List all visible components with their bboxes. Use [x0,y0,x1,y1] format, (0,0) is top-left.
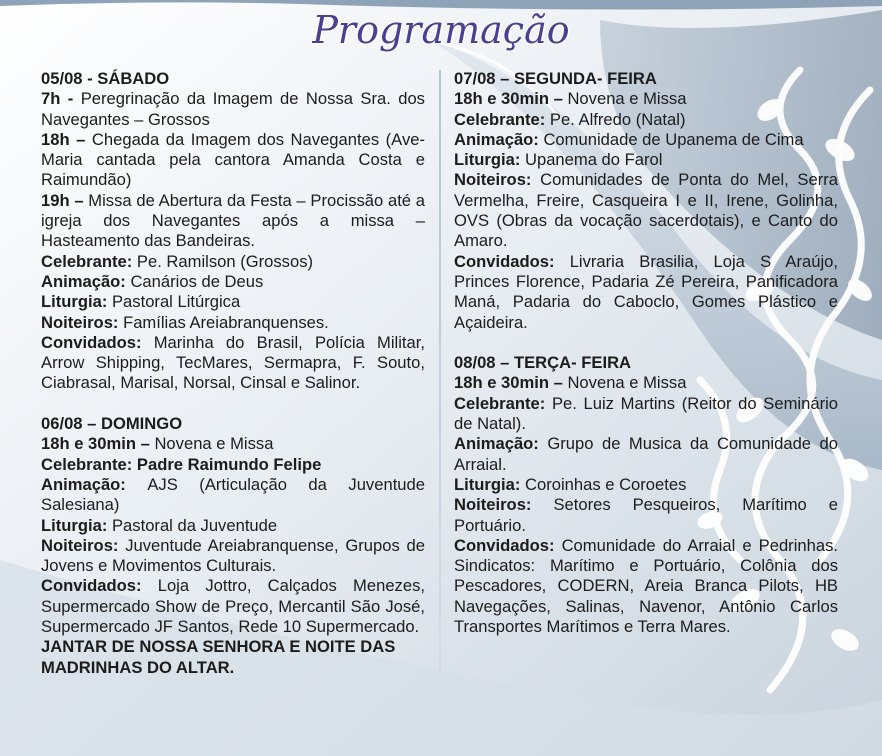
celebrant-line: Celebrante: Pe. Ramilson (Grossos) [41,251,314,271]
column-divider [439,70,441,710]
left-column [41,69,425,678]
page-title: Programação [312,8,570,52]
guests-line: Convidados: Marinha do Brasil, Polícia Militar, Arrow Shipping, TecMares, Sermapra, F. Souto, Ciabrasal, Marisal, Norsal, Cinsal e Salinor. [41,332,425,393]
schedule-line: 18h – Chegada da Imagem dos Navegantes (Ave-Maria cantada pela cantora Amanda Costa e Raimundão) [41,129,426,190]
liturgy-line: Liturgia: Pastoral da Juventude [41,515,278,535]
celebrant-line: Celebrante: Pe. Luiz Martins (Reitor do Seminário de Natal). [454,393,839,434]
day-heading-saturday: 05/08 - SÁBADO [41,69,170,88]
guests-line: Convidados: Livraria Brasilia, Loja S Araújo, Princes Florence, Padaria Zé Pereira, Panificadora Maná, Padaria do Caboclo, Gomes Plástico e Açaideira. [454,251,838,332]
animation-line: Animação: AJS (Articulação da Juventude Salesiana) [41,474,425,515]
hosts-line: Noiteiros: Comunidades de Ponta do Mel, Serra Vermelha, Freire, Casqueira I e II, Irene, Golinha, OVS (Obras da vocação sacerdotais), e Canto do Amaro. [454,170,838,251]
animation-line: Animação: Comunidade de Upanema de Cima [454,129,804,149]
celebrant-line: Celebrante: Pe. Alfredo (Natal) [454,109,686,129]
liturgy-line: Liturgia: Pastoral Litúrgica [41,292,241,312]
animation-line: Animação: Canários de Deus [41,271,264,291]
schedule-line: 18h e 30min – Novena e Missa [454,89,687,109]
guests-line: Convidados: Loja Jottro, Calçados Menezes, Supermercado Show de Preço, Mercantil São José, Supermercado JF Santos, Rede 10 Supermercado. [41,576,425,637]
schedule-line: 18h e 30min – Novena e Missa [454,373,687,393]
liturgy-line: Liturgia: Upanema do Farol [454,150,663,170]
day-heading-tuesday: 08/08 – TERÇA- FEIRA [454,353,632,373]
animation-line: Animação: Grupo de Musica da Comunidade do Arraial. [454,434,838,474]
hosts-line: Noiteiros: Juventude Areiabranquense, Grupos de Jovens e Movimentos Culturais. [41,535,425,576]
guests-line: Convidados: Comunidade do Arraial e Pedrinhas. Sindicatos: Marítimo e Portuário, Colônia dos Pescadores, CODERN, Areia Branca Pilots, HB Navegações, Salinas, Navenor, Antônio Carlos Transportes Marítimos e Terra Mares. [454,535,838,637]
liturgy-line: Liturgia: Coroinhas e Coroetes [454,474,687,494]
celebrant-line: Celebrante: Padre Raimundo Felipe [41,454,322,474]
schedule-line: 7h - Peregrinação da Imagem de Nossa Sra. dos Navegantes – Grossos [41,89,425,129]
day-heading-monday: 07/08 – SEGUNDA- FEIRA [454,69,657,88]
right-column [454,69,838,637]
hosts-line: Noiteiros: Setores Pesqueiros, Marítimo e Portuário. [454,495,838,535]
closing-announcement: JANTAR DE NOSSA SENHORA E NOITE DAS MADRINHAS DO ALTAR. [41,637,396,677]
schedule-line: 18h e 30min – Novena e Missa [41,434,274,454]
schedule-line: 19h – Missa de Abertura da Festa – Procissão até a igreja dos Navegantes após a missa – Hasteamento das Bandeiras. [41,190,425,251]
day-heading-sunday: 06/08 – DOMINGO [41,414,183,434]
hosts-line: Noiteiros: Famílias Areiabranquenses. [41,312,329,332]
